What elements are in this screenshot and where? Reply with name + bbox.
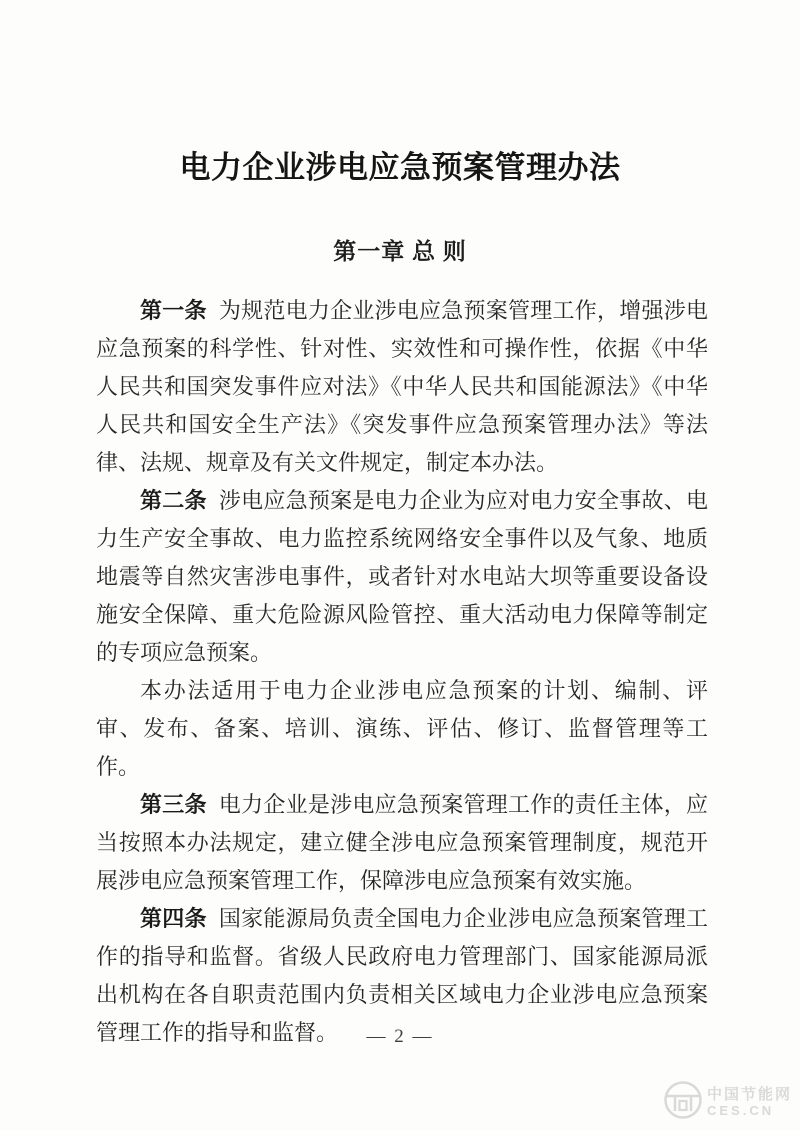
article-text: 国家能源局负责全国电力企业涉电应急预案管理工作的指导和监督。省级人民政府电力管理部门、国家能源局派出机构在各自职责范围内负责相关区域电力企业涉电应急预案管理工作的指导和监督。: [96, 906, 708, 1045]
article-number-label: 第二条: [140, 488, 207, 513]
article-paragraph: [96, 786, 708, 900]
page-number: — 2 —: [366, 1026, 434, 1047]
article-text: 涉电应急预案是电力企业为应对电力安全事故、电力生产安全事故、电力监控系统网络安全事件以及气象、地质地震等自然灾害涉电事件，或者针对水电站大坝等重要设备设施安全保障、重大危险源风险管控、重大活动电力保障等制定的专项应急预案。: [96, 488, 708, 665]
article-text: 本办法适用于电力企业涉电应急预案的计划、编制、评审、发布、备案、培训、演练、评估、修订、监督管理等工作。: [96, 678, 708, 779]
chapter-heading: 第一章 总 则: [333, 239, 467, 264]
article-paragraph: [96, 482, 708, 672]
article-text: 为规范电力企业涉电应急预案管理工作，增强涉电应急预案的科学性、针对性、实效性和可操作性，依据《中华人民共和国突发事件应对法》《中华人民共和国能源法》《中华人民共和国安全生产法》《突发事件应急预案管理办法》等法律、法规、规章及有关文件规定，制定本办法。: [96, 298, 708, 475]
watermark-site-name: 中国节能网: [706, 1086, 792, 1104]
document-body: [96, 292, 708, 1052]
watermark-site-domain: CES.CN: [706, 1102, 775, 1118]
article-number-label: 第一条: [140, 298, 207, 323]
article-paragraph: [96, 292, 708, 482]
ces-logo-icon: [663, 1080, 703, 1125]
watermark: [663, 1080, 792, 1125]
article-paragraph: [96, 672, 708, 786]
document-title: 电力企业涉电应急预案管理办法: [179, 150, 621, 185]
article-number-label: 第三条: [140, 792, 207, 817]
article-text: 电力企业是涉电应急预案管理工作的责任主体，应当按照本办法规定，建立健全涉电应急预案管理制度，规范开展涉电应急预案管理工作，保障涉电应急预案有效实施。: [96, 792, 708, 893]
watermark-text: [707, 1087, 792, 1118]
article-number-label: 第四条: [140, 906, 207, 931]
